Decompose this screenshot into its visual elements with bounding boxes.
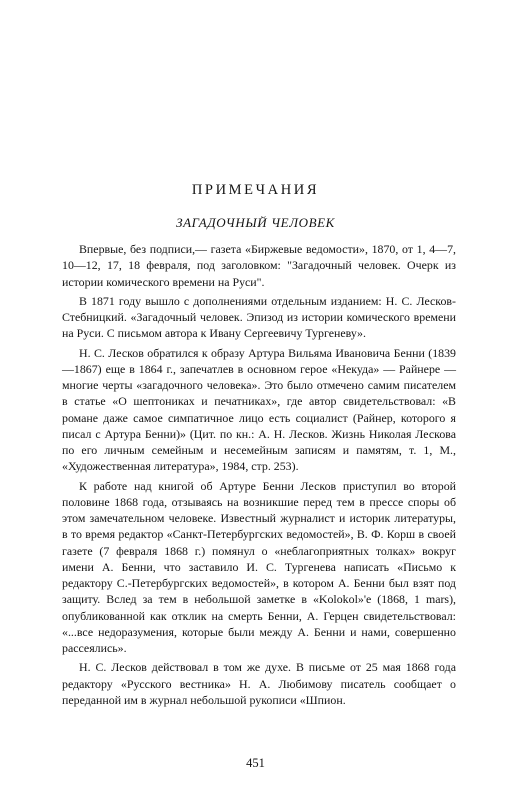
body-text [62, 241, 456, 711]
paragraph-first-publication: Впервые, без подписи,— газета «Биржевые ведомости», 1870, от 1, 4—7, 10—12, 17, 18 февраля, под заголовком: "Загадочный человек. Очерк из истории комического времени на Руси". [62, 242, 456, 289]
article-title: ЗАГАДОЧНЫЙ ЧЕЛОВЕК [176, 215, 335, 230]
paragraph-1871-edition: В 1871 году вышло с дополнениями отдельным изданием: Н. С. Лесков-Стебницкий. «Загадочный человек. Эпизод из истории комического времени на Руси. С письмом автора к Ивану Сергеевичу Тургеневу». [62, 293, 456, 341]
section-title: ПРИМЕЧАНИЯ [191, 182, 320, 198]
paragraph-letter-lyubimov: Н. С. Лесков действовал в том же духе. В письме от 25 мая 1868 года редактору «Русского вестника» Н. А. Любимову писатель сообщает о переданной им в журнал небольшой рукописи «Шпион. [62, 660, 456, 707]
paragraph-work-on-book: К работе над книгой об Артуре Бенни Лесков приступил во второй половине 1868 года, отзываясь на возникшие перед тем в прессе споры об этом замечательном человеке. Известный журналист и историк литературы, в то время редактор «Санкт-Петербургских ведомостей», В. Ф. Корш в своей газете (7 февраля 1868 г.) помянул о «неблагоприятных толках» вокруг имени А. Бенни, что заставило И. С. Тургенева написать «Письмо к редактору С.-Петербургских ведомостей», в котором А. Бенни был взят под защиту. Вслед за тем в небольшой заметке в «Kolokol»'е (1868, 1 mars), опубликованной как отклик на смерть Бенни, А. Герцен свидетельствовал: «...все недоразумения, которые были между А. Бенни и нами, совершенно рассеялись». [62, 478, 456, 655]
page-number: 451 [246, 756, 265, 770]
paragraph-benni-image: Н. С. Лесков обратился к образу Артура Вильяма Ивановича Бенни (1839—1867) еще в 1864 г., запечатлев в основном герое «Некуда» — Райнере — многие черты «загадочного человека». Это было отмечено самим писателем в статье «О шептониках и печатниках», где автор свидетельствовал: «В романе даже самое симпатичное лицо есть социалист (Райнер, которого я писал с Артура Бенни)» (Цит. по кн.: А. Н. Лесков. Жизнь Николая Лескова по его личным семейным и несемейным записям и памятям, т. 1, М., «Художественная литература», 1984, стр. 253). [62, 345, 456, 474]
